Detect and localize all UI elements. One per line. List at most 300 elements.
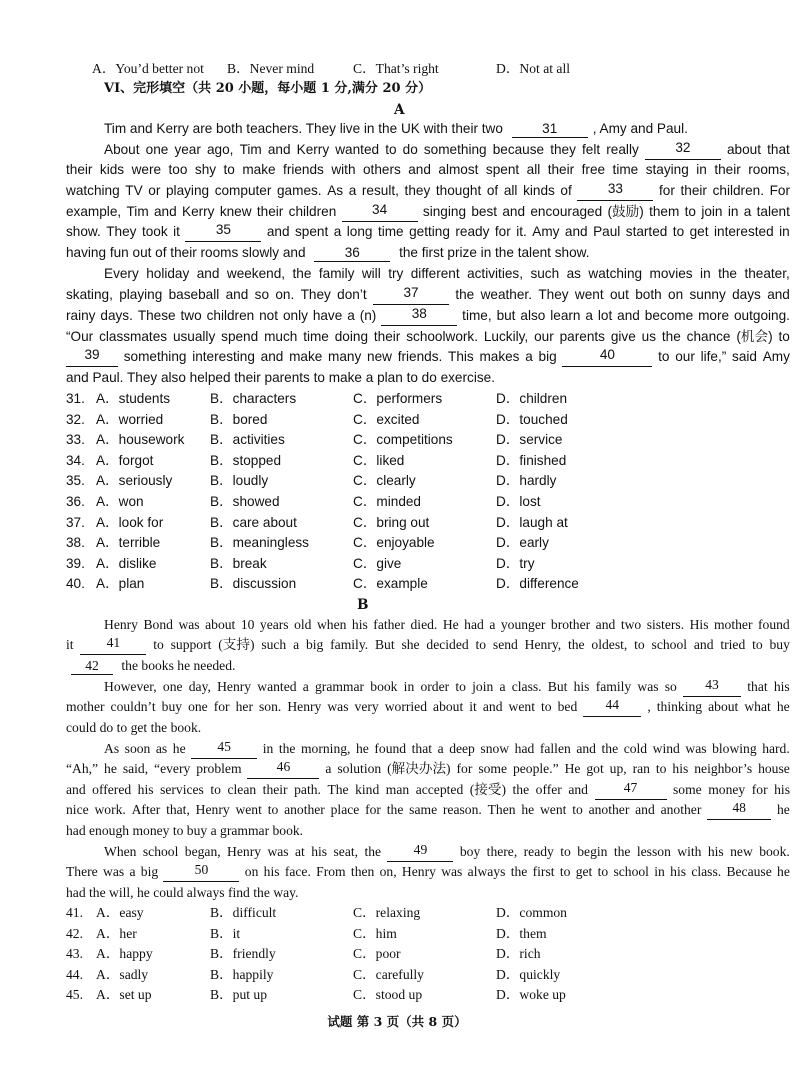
answer-option[interactable]: C．liked bbox=[353, 452, 405, 468]
text-line bbox=[66, 718, 201, 738]
answer-option[interactable]: A．students bbox=[96, 391, 171, 406]
word: their bbox=[262, 782, 288, 797]
answer-option[interactable]: C．performers bbox=[353, 391, 443, 406]
section-title: VI、完形填空（共 20 小题，每小题 1 分,满分 20 分） bbox=[104, 81, 432, 96]
word: went bbox=[508, 699, 535, 714]
text-line bbox=[66, 800, 790, 820]
word: began, bbox=[184, 844, 221, 859]
word: their bbox=[714, 162, 741, 177]
word: lesson bbox=[636, 844, 671, 859]
word: buy bbox=[769, 637, 790, 652]
word: show. bbox=[66, 224, 101, 239]
answer-option[interactable]: D．finished bbox=[496, 452, 567, 468]
answer-option[interactable]: C．stood up bbox=[353, 987, 423, 1003]
answer-option[interactable]: C．him bbox=[353, 925, 397, 941]
word: brother bbox=[550, 617, 591, 632]
word: the bbox=[567, 637, 585, 652]
word: with bbox=[677, 844, 702, 859]
word: he bbox=[776, 802, 790, 817]
word: to bbox=[210, 782, 221, 797]
answer-option[interactable]: A．sadly bbox=[96, 966, 149, 982]
word: such bbox=[530, 266, 560, 281]
word: Henry bbox=[217, 679, 252, 694]
word: was bbox=[327, 699, 349, 714]
text-line bbox=[66, 306, 790, 326]
word: the bbox=[278, 741, 296, 756]
word: same bbox=[409, 802, 438, 817]
answer-option[interactable]: C．poor bbox=[353, 946, 401, 962]
word: new bbox=[730, 844, 753, 859]
word: that bbox=[747, 679, 768, 694]
word: it bbox=[469, 699, 477, 714]
word: something bbox=[123, 349, 187, 364]
word: had bbox=[464, 617, 484, 632]
word: in bbox=[700, 266, 711, 281]
word: holiday bbox=[146, 266, 190, 281]
answer-option[interactable]: B．friendly bbox=[210, 946, 276, 962]
word: For bbox=[769, 183, 790, 198]
word: They bbox=[538, 287, 569, 302]
word: time, bbox=[462, 308, 492, 323]
answer-option[interactable]: B．bored bbox=[210, 411, 268, 427]
answer-option[interactable]: D．common bbox=[496, 905, 567, 920]
word: to bbox=[572, 802, 583, 817]
question-number: 43. bbox=[66, 946, 83, 962]
word: to bbox=[597, 864, 609, 879]
text-line bbox=[104, 739, 790, 759]
answer-option[interactable]: A．look for bbox=[96, 514, 164, 530]
word: have bbox=[312, 308, 343, 323]
answer-option[interactable]: D．hardly bbox=[496, 473, 557, 489]
word: place bbox=[330, 802, 360, 817]
word: book bbox=[370, 679, 398, 694]
word: was bbox=[178, 617, 200, 632]
answer-option[interactable]: B．care about bbox=[210, 514, 297, 530]
answer-option[interactable]: B．showed bbox=[210, 494, 280, 509]
blank-47[interactable]: 47 bbox=[595, 780, 667, 800]
word: was bbox=[685, 741, 707, 756]
word: all bbox=[526, 162, 541, 177]
word: said bbox=[732, 349, 757, 364]
question-number: 39. bbox=[66, 555, 85, 571]
answer-option[interactable]: D．woke up bbox=[496, 987, 566, 1003]
text-segment: had enough money to buy a grammar book. bbox=[66, 823, 304, 838]
word: the bbox=[601, 741, 619, 756]
text-line bbox=[66, 347, 790, 367]
word: (解决办法) bbox=[387, 761, 451, 776]
word: went bbox=[574, 287, 604, 302]
question-number: 36. bbox=[66, 494, 85, 509]
blank-44[interactable]: 44 bbox=[583, 697, 641, 717]
word: , bbox=[647, 699, 651, 714]
word: to bbox=[634, 637, 645, 652]
word: at bbox=[295, 844, 305, 859]
answer-option[interactable]: C．example bbox=[353, 576, 428, 592]
word: give bbox=[610, 329, 636, 344]
word: wanted bbox=[335, 142, 380, 157]
word: and bbox=[153, 204, 177, 219]
word: friends. bbox=[397, 349, 443, 364]
blank-43[interactable]: 43 bbox=[683, 677, 741, 697]
answer-option[interactable]: B．difficult bbox=[210, 905, 277, 920]
word: usually bbox=[172, 329, 216, 344]
word: wind bbox=[652, 741, 680, 756]
text-segment: the books he needed. bbox=[118, 658, 236, 673]
passage-a-label: A bbox=[394, 102, 405, 118]
word: (机会) bbox=[736, 329, 773, 344]
word: to bbox=[223, 162, 235, 177]
word: got bbox=[586, 761, 604, 776]
word: to bbox=[385, 142, 397, 157]
word: example, bbox=[66, 204, 122, 219]
answer-option[interactable]: A．easy bbox=[96, 905, 144, 920]
word: in bbox=[779, 224, 790, 239]
word: wanted bbox=[257, 679, 297, 694]
word: in bbox=[727, 204, 739, 219]
answer-option[interactable]: A．set up bbox=[96, 987, 152, 1003]
answer-option[interactable]: D．children bbox=[496, 391, 568, 406]
word: friends bbox=[283, 162, 324, 177]
word: children bbox=[288, 204, 337, 219]
word: When bbox=[104, 844, 137, 859]
word: Henry bbox=[195, 802, 230, 817]
answer-option[interactable]: B．break bbox=[210, 555, 267, 571]
answer-option[interactable]: A．her bbox=[96, 925, 137, 941]
word: on, bbox=[379, 864, 397, 879]
answer-option[interactable]: D．lost bbox=[496, 494, 541, 509]
word: send bbox=[492, 637, 518, 652]
word: it. bbox=[516, 224, 527, 239]
answer-option[interactable]: B．put up bbox=[210, 987, 268, 1003]
word: big bbox=[305, 637, 324, 652]
answer-option[interactable]: A．plan bbox=[96, 576, 145, 592]
text-line bbox=[66, 285, 790, 305]
blank-46[interactable]: 46 bbox=[247, 759, 319, 779]
word: really bbox=[606, 142, 639, 157]
text-line bbox=[66, 656, 235, 676]
blank-33[interactable]: 33 bbox=[577, 181, 653, 201]
word: computer bbox=[214, 183, 272, 198]
question-number: 33. bbox=[66, 432, 85, 448]
word: get bbox=[575, 864, 593, 879]
word: said, bbox=[122, 761, 149, 776]
word: up, bbox=[609, 761, 627, 776]
blank-36[interactable]: 36 bbox=[314, 245, 390, 262]
word: mother bbox=[66, 699, 105, 714]
word: movies bbox=[649, 266, 693, 281]
word: found bbox=[758, 617, 790, 632]
answer-option[interactable]: C．give bbox=[353, 555, 402, 571]
word: or bbox=[148, 183, 161, 198]
word: spend bbox=[221, 329, 259, 344]
text-line bbox=[66, 160, 790, 180]
text-line bbox=[66, 697, 790, 717]
word: for bbox=[751, 782, 768, 797]
word: their bbox=[547, 162, 575, 177]
question-number: 42. bbox=[66, 925, 83, 941]
answer-option[interactable]: A．worried bbox=[96, 411, 164, 427]
answer-option[interactable]: C．enjoyable bbox=[353, 535, 435, 551]
word: do bbox=[402, 142, 418, 157]
answer-option[interactable]: D．touched bbox=[496, 411, 568, 427]
word: ready bbox=[455, 224, 490, 239]
text-line bbox=[104, 615, 790, 635]
word: as bbox=[155, 741, 168, 756]
text-segment: had the will, he could always find the way. bbox=[66, 885, 299, 900]
answer-option[interactable]: B．stopped bbox=[210, 452, 282, 468]
word: when bbox=[316, 617, 347, 632]
word: day, bbox=[188, 679, 211, 694]
word: Henry, bbox=[524, 637, 562, 652]
word: After bbox=[131, 802, 161, 817]
word: to bbox=[560, 844, 571, 859]
word: the bbox=[512, 782, 530, 797]
word: younger bbox=[500, 617, 546, 632]
blank-48[interactable]: 48 bbox=[707, 800, 771, 820]
word: and bbox=[635, 802, 655, 817]
word: makes bbox=[479, 349, 520, 364]
word: and bbox=[568, 782, 588, 797]
word: order bbox=[420, 679, 450, 694]
blank-34[interactable]: 34 bbox=[342, 202, 418, 222]
page-footer: 试题 第 3 页（共 8 页） bbox=[327, 1014, 467, 1029]
word: it bbox=[173, 224, 180, 239]
word: first bbox=[532, 864, 555, 879]
blank-42[interactable]: 42 bbox=[71, 658, 113, 675]
answer-option[interactable]: C．competitions bbox=[353, 432, 453, 448]
word: was bbox=[637, 679, 659, 694]
text-line bbox=[66, 883, 298, 903]
word: for bbox=[213, 699, 230, 714]
text-line bbox=[104, 677, 790, 697]
word: nice bbox=[66, 802, 89, 817]
word: their bbox=[256, 204, 284, 219]
answer-option[interactable]: D．difference bbox=[496, 576, 579, 592]
answer-option[interactable]: B．characters bbox=[210, 391, 297, 406]
word: parents bbox=[559, 329, 605, 344]
answer-option[interactable]: D．them bbox=[496, 925, 547, 941]
word: and bbox=[576, 741, 596, 756]
word: time bbox=[377, 224, 404, 239]
word: others bbox=[362, 162, 401, 177]
question-number: 31. bbox=[66, 391, 85, 406]
word: doing bbox=[334, 329, 369, 344]
word: about bbox=[726, 142, 762, 157]
word: buy bbox=[161, 699, 183, 714]
word: Then bbox=[487, 802, 516, 817]
word: in bbox=[696, 162, 707, 177]
word: offer bbox=[535, 782, 562, 797]
word: services bbox=[160, 782, 204, 797]
word: They bbox=[300, 287, 331, 302]
word: singing bbox=[422, 204, 466, 219]
blank-50[interactable]: 50 bbox=[163, 862, 239, 882]
word: spent bbox=[485, 162, 520, 177]
word: offered bbox=[92, 782, 132, 797]
word: a bbox=[348, 183, 357, 198]
word: one bbox=[188, 699, 208, 714]
answer-option[interactable]: B．discussion bbox=[210, 576, 297, 592]
word: sunny bbox=[689, 287, 726, 302]
answer-option[interactable]: A．happy bbox=[96, 946, 153, 962]
answer-option[interactable]: B．it bbox=[210, 925, 241, 941]
word: he bbox=[172, 741, 186, 756]
answer-option[interactable]: D．rich bbox=[496, 946, 541, 962]
answer-option[interactable]: C．clearly bbox=[353, 473, 416, 489]
word: and bbox=[502, 204, 526, 219]
answer-option[interactable]: C．bring out bbox=[353, 514, 430, 530]
blank-49[interactable]: 49 bbox=[387, 842, 453, 862]
word: as bbox=[566, 266, 581, 281]
text-segment: the first prize in the talent show. bbox=[395, 245, 590, 260]
word: to bbox=[455, 679, 466, 694]
blank-35[interactable]: 35 bbox=[185, 222, 261, 242]
word: she bbox=[401, 637, 420, 652]
word: clean bbox=[227, 782, 257, 797]
word: a bbox=[347, 308, 355, 323]
answer-option[interactable]: B．happily bbox=[210, 966, 274, 982]
answer-option[interactable]: A．terrible bbox=[96, 535, 161, 551]
blank-38[interactable]: 38 bbox=[381, 306, 457, 326]
word: of bbox=[560, 183, 572, 198]
prev-option-a: A．You’d better not bbox=[92, 61, 204, 76]
blank-37[interactable]: 37 bbox=[373, 285, 449, 305]
word: son. bbox=[259, 699, 282, 714]
word: worried bbox=[384, 699, 428, 714]
word: he bbox=[104, 761, 117, 776]
word: and bbox=[617, 308, 640, 323]
answer-option[interactable]: A．dislike bbox=[96, 555, 157, 571]
text-line bbox=[66, 759, 790, 779]
word: that bbox=[767, 142, 790, 157]
word: family bbox=[318, 266, 355, 281]
word: Tim bbox=[239, 142, 262, 157]
word: baseball bbox=[168, 287, 220, 302]
answer-option[interactable]: D．service bbox=[496, 432, 563, 448]
word: “every bbox=[154, 761, 191, 776]
word: don’t bbox=[337, 287, 367, 302]
text-line bbox=[104, 264, 790, 284]
word: two bbox=[180, 308, 202, 323]
word: their bbox=[680, 183, 707, 198]
answer-option[interactable]: C．minded bbox=[353, 494, 421, 509]
word: much bbox=[264, 329, 298, 344]
answer-option[interactable]: A．seriously bbox=[96, 473, 173, 489]
word: to bbox=[267, 802, 279, 817]
word: get bbox=[689, 224, 709, 239]
answer-option[interactable]: B．activities bbox=[210, 432, 285, 448]
blank-39[interactable]: 39 bbox=[66, 347, 118, 367]
word: for bbox=[365, 802, 381, 817]
word: But bbox=[374, 637, 395, 652]
blank-40[interactable]: 40 bbox=[562, 347, 652, 367]
word: was bbox=[441, 864, 463, 879]
text-segment: and Paul. They also helped their parents to make a plan to do exercise. bbox=[66, 370, 495, 385]
word: too bbox=[168, 162, 188, 177]
word: work. bbox=[94, 802, 126, 817]
word: only bbox=[282, 308, 308, 323]
word: long bbox=[346, 224, 373, 239]
word: then bbox=[350, 864, 375, 879]
word: the bbox=[661, 329, 681, 344]
word: and bbox=[767, 287, 790, 302]
answer-option[interactable]: B．meaningless bbox=[210, 535, 309, 551]
question-number: 32. bbox=[66, 411, 85, 427]
answer-option[interactable]: D．laugh at bbox=[496, 514, 568, 530]
word: one bbox=[145, 142, 169, 157]
word: make bbox=[289, 349, 323, 364]
word: interested bbox=[713, 224, 774, 239]
answer-option[interactable]: A．forgot bbox=[96, 452, 154, 468]
word: people.” bbox=[512, 761, 559, 776]
word: in bbox=[262, 741, 274, 756]
word: years bbox=[259, 617, 289, 632]
word: face. bbox=[284, 864, 311, 879]
word: one bbox=[162, 679, 183, 694]
text-line bbox=[66, 243, 590, 263]
word: and bbox=[260, 349, 284, 364]
word: join bbox=[472, 679, 494, 694]
word: There bbox=[66, 864, 98, 879]
word: playing bbox=[166, 183, 210, 198]
answer-option[interactable]: D．early bbox=[496, 535, 549, 551]
text-line bbox=[66, 821, 303, 841]
word: Because bbox=[726, 864, 772, 879]
word: seat, bbox=[333, 844, 359, 859]
word: TV bbox=[125, 183, 143, 198]
blank-41[interactable]: 41 bbox=[80, 635, 146, 655]
word: it bbox=[66, 637, 74, 652]
blank-45[interactable]: 45 bbox=[191, 739, 257, 759]
word: to bbox=[541, 699, 552, 714]
answer-option[interactable]: D．quickly bbox=[496, 966, 561, 982]
word: join bbox=[701, 204, 723, 219]
answer-option[interactable]: A．housework bbox=[96, 432, 185, 448]
word: school bbox=[613, 864, 649, 879]
word: different bbox=[410, 266, 460, 281]
word: boy bbox=[459, 844, 481, 859]
answer-option[interactable]: B．loudly bbox=[210, 473, 269, 489]
word: such bbox=[261, 637, 287, 652]
word: games. bbox=[277, 183, 322, 198]
word: getting bbox=[409, 224, 450, 239]
word: so bbox=[664, 679, 677, 694]
word: his bbox=[670, 864, 687, 879]
word: The bbox=[327, 782, 349, 797]
word: to bbox=[475, 637, 487, 652]
answer-option[interactable]: D．try bbox=[496, 555, 535, 571]
word: rooms, bbox=[748, 162, 790, 177]
word: Henry bbox=[227, 844, 262, 859]
answer-option[interactable]: C．excited bbox=[353, 411, 420, 427]
text-line bbox=[66, 368, 495, 388]
text-segment: Tim and Kerry are both teachers. They live in the UK with their two bbox=[104, 121, 507, 136]
word: another bbox=[284, 802, 325, 817]
word: mother bbox=[713, 617, 753, 632]
blank-32[interactable]: 32 bbox=[645, 140, 721, 160]
word: died. bbox=[410, 617, 438, 632]
word: was bbox=[103, 864, 125, 879]
answer-option[interactable]: C．carefully bbox=[353, 966, 424, 982]
blank-31[interactable]: 31 bbox=[512, 121, 588, 138]
word: blowing bbox=[712, 741, 757, 756]
word: almost bbox=[438, 162, 479, 177]
answer-option[interactable]: C．relaxing bbox=[353, 905, 421, 920]
word: what bbox=[744, 699, 771, 714]
word: on bbox=[668, 287, 684, 302]
text-segment: could do to get the book. bbox=[66, 720, 202, 735]
answer-option[interactable]: A．won bbox=[96, 494, 144, 509]
